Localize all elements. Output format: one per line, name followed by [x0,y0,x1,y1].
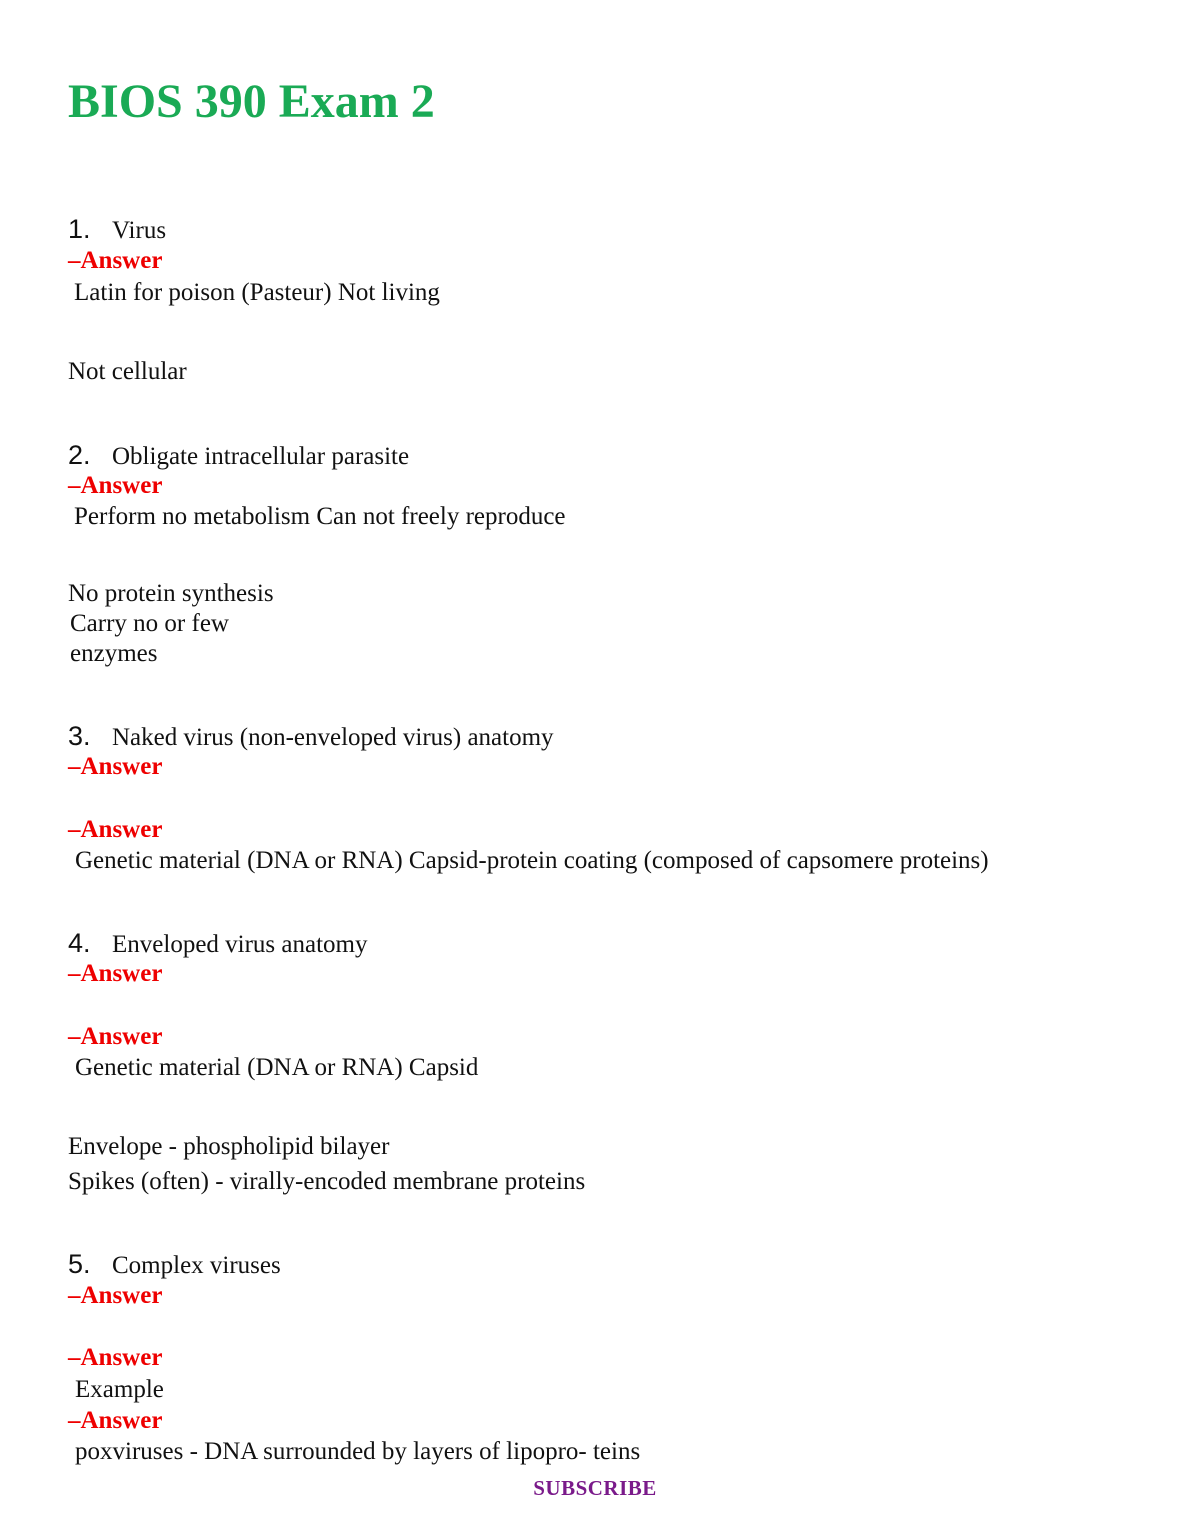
answer-label: –Answer [68,1023,163,1050]
question-text: Complex viruses [112,1252,281,1279]
subscribe-link[interactable]: SUBSCRIBE [533,1476,657,1500]
question-number: 4. [68,928,91,958]
question-text: Virus [112,217,167,244]
answer-label: –Answer [68,1344,163,1371]
answer-label: –Answer [68,247,163,274]
question-2 [68,440,409,472]
question-3 [68,721,554,753]
answer-text: Example [75,1376,164,1403]
answer-text: Not cellular [68,358,187,385]
question-5 [68,1249,281,1281]
answer-text: poxviruses - DNA surrounded by layers of lipopro- teins [75,1438,641,1465]
answer-text: Carry no or few [70,610,229,637]
answer-text: Envelope - phospholipid bilayer [68,1133,390,1160]
question-text: Naked virus (non-enveloped virus) anatomy [112,724,554,751]
page-title: BIOS 390 Exam 2 [68,75,435,128]
answer-label: –Answer [68,1407,163,1434]
answer-text: Genetic material (DNA or RNA) Capsid [75,1054,479,1081]
answer-label: –Answer [68,753,163,780]
answer-text: Latin for poison (Pasteur) Not living [74,279,440,306]
question-text: Obligate intracellular parasite [112,443,410,470]
question-1 [68,214,166,246]
answer-text: enzymes [70,640,158,667]
answer-text: Spikes (often) - virally-encoded membrane proteins [68,1168,586,1195]
answer-label: –Answer [68,960,163,987]
question-text: Enveloped virus anatomy [112,931,368,958]
answer-label: –Answer [68,1282,163,1309]
answer-text: Perform no metabolism Can not freely reproduce [74,503,566,530]
question-number: 3. [68,721,91,751]
question-4 [68,928,368,960]
question-number: 1. [68,214,91,244]
question-number: 5. [68,1249,91,1279]
answer-text: No protein synthesis [68,580,274,607]
answer-label: –Answer [68,472,163,499]
answer-label: –Answer [68,816,163,843]
question-number: 2. [68,440,91,470]
answer-text: Genetic material (DNA or RNA) Capsid-protein coating (composed of capsomere proteins) [75,847,989,874]
